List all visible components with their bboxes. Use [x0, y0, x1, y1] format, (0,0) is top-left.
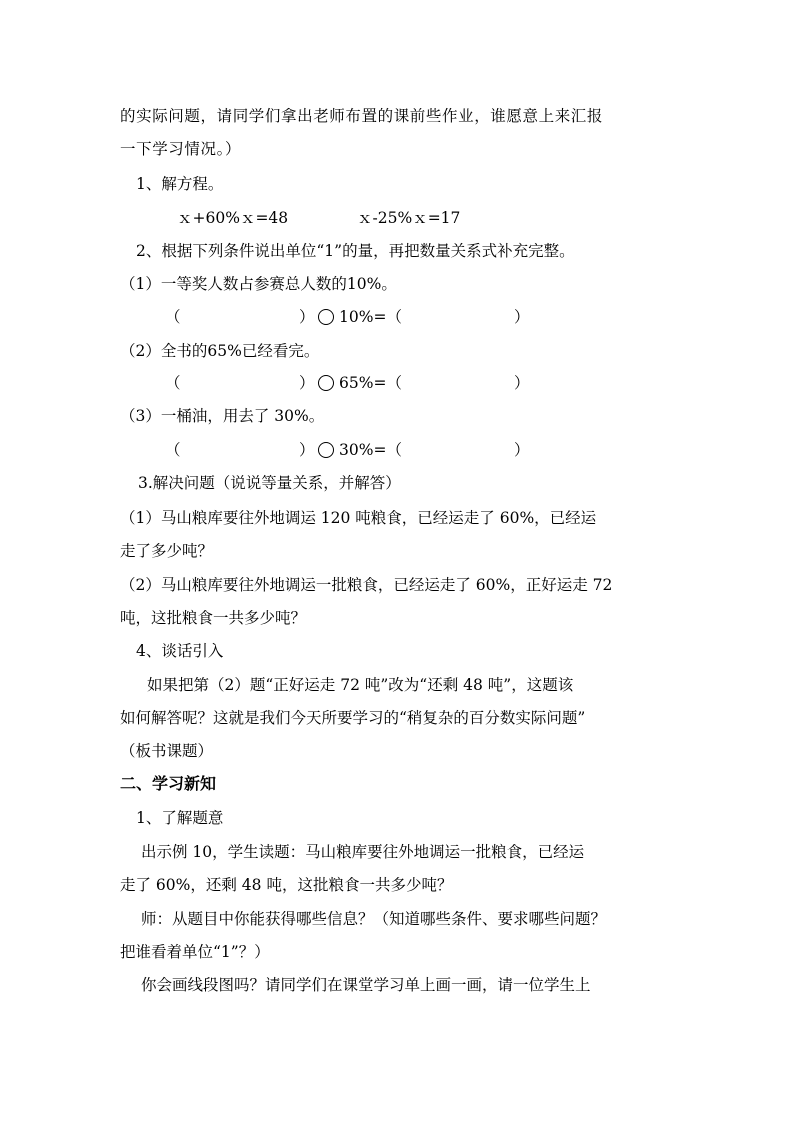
operator-circle — [318, 309, 334, 325]
blank-percent: 65%=（ — [339, 374, 402, 392]
text-line: 吨，这批粮食一共多少吨？ — [120, 609, 307, 627]
text-line: 如何解答呢？这就是我们今天所要学习的“稍复杂的百分数实际问题” — [120, 709, 586, 727]
section-item: 3.解决问题（说说等量关系，并解答） — [138, 474, 401, 492]
section-item: 2、根据下列条件说出单位“1”的量，再把数量关系式补充完整。 — [136, 242, 575, 260]
operator-circle — [318, 442, 334, 458]
text-line: 师：从题目中你能获得哪些信息？（知道哪些条件、要求哪些问题？ — [141, 910, 607, 928]
blank-close-paren: ） — [514, 441, 530, 459]
text-line: 走了 60%，还剩 48 吨，这批粮食一共多少吨？ — [120, 876, 453, 894]
equation-2: ｘ-25%ｘ=17 — [357, 209, 461, 227]
operator-circle — [318, 375, 334, 391]
text-line: 你会画线段图吗？请同学们在课堂学习单上画一画，请一位学生上 — [141, 976, 591, 994]
section-item: 1、解方程。 — [136, 175, 224, 193]
section-heading: 二、学习新知 — [120, 774, 217, 793]
blank-open-paren: （ — [165, 441, 181, 459]
blank-close-paren: ） — [514, 308, 530, 326]
blank-close-paren: ） — [299, 441, 315, 459]
section-item: 4、谈话引入 — [136, 642, 224, 660]
text-line: 的实际问题，请同学们拿出老师布置的课前些作业，谁愿意上来汇报 — [120, 107, 604, 125]
blank-open-paren: （ — [165, 308, 181, 326]
text-line: 如果把第（2）题“正好运走 72 吨”改为“还剩 48 吨”，这题该 — [147, 676, 574, 694]
text-line: 一下学习情况。） — [120, 140, 242, 158]
blank-percent: 10%=（ — [339, 308, 402, 326]
blank-open-paren: （ — [165, 374, 181, 392]
sub-item: （3）一桶油，用去了 30%。 — [120, 407, 325, 425]
sub-item: （1）一等奖人数占参赛总人数的10%。 — [120, 275, 397, 293]
blank-close-paren: ） — [299, 308, 315, 326]
text-line: 把谁看着单位“1”？） — [120, 943, 270, 961]
blank-close-paren: ） — [514, 374, 530, 392]
text-line: 出示例 10，学生读题：马山粮库要往外地调运一批粮食，已经运 — [141, 843, 585, 861]
text-line: （1）马山粮库要往外地调运 120 吨粮食，已经运走了 60%，已经运 — [120, 509, 597, 527]
section-item: 1、了解题意 — [136, 809, 224, 827]
equation-1: ｘ+60%ｘ=48 — [177, 209, 289, 227]
sub-item: （2）全书的65%已经看完。 — [120, 342, 320, 360]
text-line: 走了多少吨？ — [120, 542, 214, 560]
blank-percent: 30%=（ — [339, 441, 402, 459]
text-line: （板书课题） — [120, 742, 214, 760]
blank-close-paren: ） — [299, 374, 315, 392]
text-line: （2）马山粮库要往外地调运一批粮食，已经运走了 60%，正好运走 72 — [120, 576, 613, 594]
